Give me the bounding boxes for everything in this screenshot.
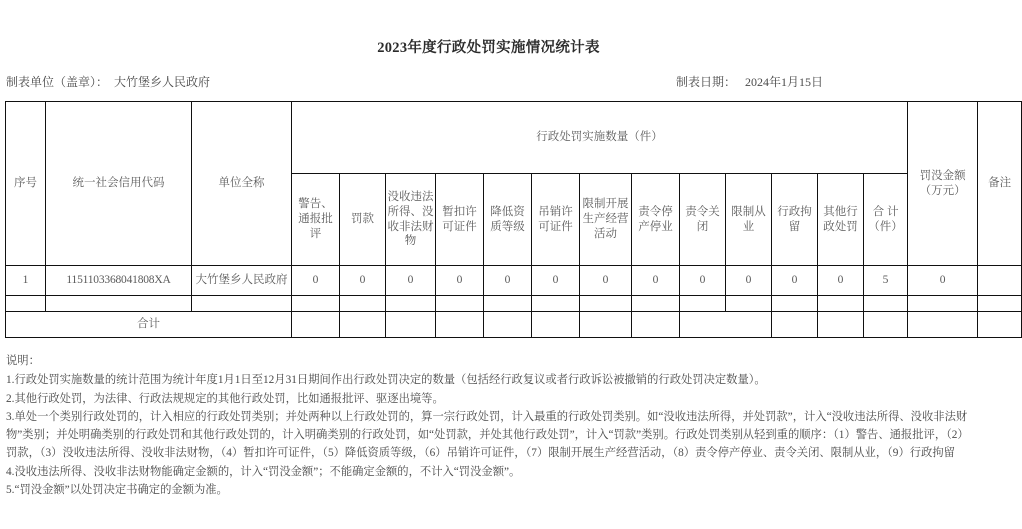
cell-count-order-stop-production: 0 bbox=[632, 266, 680, 296]
total-label: 合计 bbox=[6, 312, 292, 338]
penalty-statistics-table bbox=[5, 101, 1022, 338]
blank-cell-count-8 bbox=[632, 296, 680, 312]
blank-cell-fine-amount bbox=[908, 296, 978, 312]
report-date bbox=[676, 73, 823, 90]
total-count-order-stop-production bbox=[632, 312, 680, 338]
total-count-confiscation bbox=[386, 312, 436, 338]
total-count-suspend-license bbox=[436, 312, 484, 338]
total-count-closure-restrict bbox=[680, 312, 772, 338]
notes-section bbox=[6, 352, 971, 499]
blank-cell-unit-name bbox=[192, 296, 292, 312]
cell-unit-name: 大竹堡乡人民政府 bbox=[192, 266, 292, 296]
cell-count-downgrade: 0 bbox=[484, 266, 532, 296]
header-penalty-group: 行政处罚实施数量（件） bbox=[292, 102, 908, 174]
note-item-1: 1.行政处罚实施数量的统计范围为统计年度1月1日至12月31日期间作出行政处罚决定的数量（包括经行政复议或者行政诉讼被撤销的行政处罚决定数量）。 bbox=[6, 374, 766, 387]
page-title: 2023年度行政处罚实施情况统计表 bbox=[377, 40, 600, 56]
header-seq: 序号 bbox=[6, 102, 46, 266]
total-fine-amount bbox=[908, 312, 978, 338]
cell-count-order-closure: 0 bbox=[680, 266, 726, 296]
header-remark: 备注 bbox=[978, 102, 1022, 266]
cell-count-revoke-license: 0 bbox=[532, 266, 580, 296]
cell-count-total: 5 bbox=[864, 266, 908, 296]
blank-cell-count-5 bbox=[484, 296, 532, 312]
document-meta bbox=[0, 73, 977, 95]
total-remark bbox=[978, 312, 1022, 338]
total-count-administrative-detention bbox=[772, 312, 818, 338]
maker-unit-value: 大竹堡乡人民政府 bbox=[114, 75, 211, 89]
maker-unit-label: 制表单位（盖章）： bbox=[6, 75, 109, 89]
header-sub-suspend-license: 暂扣许可证件 bbox=[436, 174, 484, 266]
header-sub-revoke-license: 吊销许可证件 bbox=[532, 174, 580, 266]
report-date-label: 制表日期： bbox=[676, 75, 737, 89]
header-sub-order-stop-production: 责令停产停业 bbox=[632, 174, 680, 266]
header-sub-restrict-practice: 限制从业 bbox=[726, 174, 772, 266]
blank-cell-count-7 bbox=[580, 296, 632, 312]
header-sub-fine: 罚款 bbox=[340, 174, 386, 266]
header-sub-order-closure: 责令关闭 bbox=[680, 174, 726, 266]
note-item-4: 4.没收违法所得、没收非法财物能确定金额的，计入“罚没金额”；不能确定金额的，不计入“罚没金额”。 bbox=[6, 465, 521, 478]
header-sub-downgrade: 降低资质等级 bbox=[484, 174, 532, 266]
header-sub-confiscation: 没收违法所得、没收非法财物 bbox=[386, 174, 436, 266]
cell-count-restrict-operation: 0 bbox=[580, 266, 632, 296]
header-unit-name: 单位全称 bbox=[192, 102, 292, 266]
blank-cell-remark bbox=[978, 296, 1022, 312]
header-sub-total: 合 计（件） bbox=[864, 174, 908, 266]
header-row-top bbox=[6, 102, 1022, 174]
cell-remark bbox=[978, 266, 1022, 296]
cell-count-administrative-detention: 0 bbox=[772, 266, 818, 296]
header-sub-restrict-operation: 限制开展生产经营活动 bbox=[580, 174, 632, 266]
blank-cell-count-10 bbox=[726, 296, 772, 312]
table-row bbox=[6, 266, 1022, 296]
blank-cell-count-6 bbox=[532, 296, 580, 312]
total-count-warning bbox=[292, 312, 340, 338]
blank-cell-count-11 bbox=[772, 296, 818, 312]
blank-cell-count-3 bbox=[386, 296, 436, 312]
total-count-total bbox=[864, 312, 908, 338]
note-item-2: 2.其他行政处罚，为法律、行政法规规定的其他行政处罚，比如通报批评、驱逐出境等。 bbox=[6, 392, 444, 405]
table-row-blank bbox=[6, 296, 1022, 312]
header-credit-code: 统一社会信用代码 bbox=[46, 102, 192, 266]
blank-cell-credit-code bbox=[46, 296, 192, 312]
blank-cell-count-total bbox=[864, 296, 908, 312]
note-item-3: 3.单处一个类别行政处罚的，计入相应的行政处罚类别；并处两种以上行政处罚的，算一宗行政处罚，计入最重的行政处罚类别。如“没收违法所得，并处罚款”，计入“没收违法所得、没收非法财物”类别；并处明确类别的行政处罚和其他行政处罚的，计入明确类别的行政处罚，如“处罚款，并处其他行政处罚”，计入“罚款”类别。行政处罚类别从轻到重的顺序：（1）警告、通报批评，（2）罚款，（3）没收违法所得、没收非法财物，（4）暂扣许可证件，（5）降低资质等级，（6）吊销许可证件，（7）限制开展生产经营活动，（8）责令停产停业、责令关闭、限制从业，（9）行政拘留 bbox=[6, 410, 969, 460]
cell-count-confiscation: 0 bbox=[386, 266, 436, 296]
total-count-downgrade bbox=[484, 312, 532, 338]
table-row-total bbox=[6, 312, 1022, 338]
cell-count-warning: 0 bbox=[292, 266, 340, 296]
total-count-revoke-license bbox=[532, 312, 580, 338]
cell-fine-amount: 0 bbox=[908, 266, 978, 296]
note-item-5: 5.“罚没金额”以处罚决定书确定的金额为准。 bbox=[6, 484, 228, 497]
cell-count-other-penalty: 0 bbox=[818, 266, 864, 296]
notes-heading: 说明： bbox=[6, 355, 40, 367]
maker-unit bbox=[6, 73, 210, 90]
cell-count-suspend-license: 0 bbox=[436, 266, 484, 296]
blank-cell-count-1 bbox=[292, 296, 340, 312]
total-count-other-penalty bbox=[818, 312, 864, 338]
header-sub-other-penalty: 其他行政处罚 bbox=[818, 174, 864, 266]
header-fine-amount: 罚没金额（万元） bbox=[908, 102, 978, 266]
report-date-value: 2024年1月15日 bbox=[745, 75, 824, 89]
blank-cell-count-2 bbox=[340, 296, 386, 312]
blank-cell-count-12 bbox=[818, 296, 864, 312]
cell-credit-code: 1151103368041808XA bbox=[46, 266, 192, 296]
blank-cell-count-4 bbox=[436, 296, 484, 312]
cell-count-fine: 0 bbox=[340, 266, 386, 296]
cell-count-restrict-practice: 0 bbox=[726, 266, 772, 296]
total-count-restrict-operation bbox=[580, 312, 632, 338]
blank-cell-count-9 bbox=[680, 296, 726, 312]
cell-seq: 1 bbox=[6, 266, 46, 296]
header-sub-warning: 警告、通报批评 bbox=[292, 174, 340, 266]
header-sub-administrative-detention: 行政拘留 bbox=[772, 174, 818, 266]
blank-cell-seq bbox=[6, 296, 46, 312]
total-count-fine bbox=[340, 312, 386, 338]
